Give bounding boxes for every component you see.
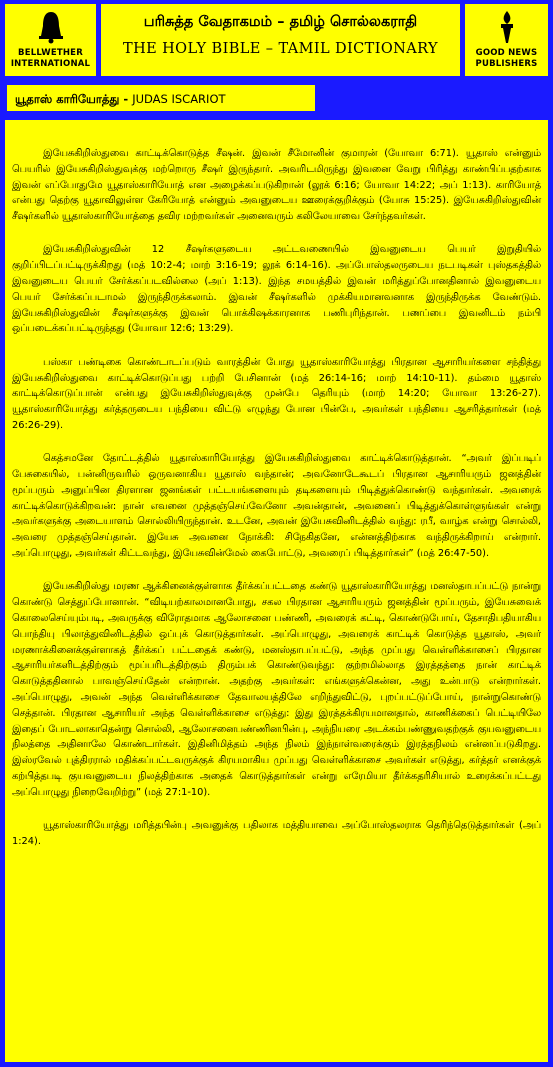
entry-title-tamil: யூதாஸ் காரியோத்து <box>15 92 120 106</box>
bell-icon <box>38 10 64 44</box>
paragraph-gethsemane: கெத்சமனே தோட்டத்தில் யூதாஸ்காரியோத்து இயேசுகிறிஸ்துவை காட்டிக்கொடுத்தான். “அவர் இப்படிப் பேசுகையில், பன்னிருவரில் ஒருவனாகிய யூதாஸ் வந்தான்; அவனோடேகூடப் பிரதான ஆசாரியரும் ஜனத்தின் மூப்பரும் அனுப்பின திரளான ஜனங்கள் பட்டயங்களையும் தடிகளையும் பிடித்துக்கொண்டு வந்தார்கள். அவரைக் காட்டிக்கொடுக்கிறவன்: நான் எவனை முத்தஞ்செய்வேனோ அவன்தான், அவனைப் பிடித்துக்கொள்ளுங்கள் என்று அவர்களுக்கு அடையாளம் சொல்லியிருந்தான். உடனே, அவன் இயேசுவினிடத்தில் வந்து: ரபீ, வாழ்க என்று சொல்லி, அவரை முத்தஞ்செய்தான். இயேசு அவனை நோக்கி: சிநேகிதனே, என்னத்திற்காக வந்திருக்கிறாய் என்றார். அப்பொழுது, அவர்கள் கிட்டவந்து, இயேசுவின்மேல் கைபோட்டு, அவரைப் பிடித்தார்கள்” (மத் 26:47-50). <box>12 453 541 560</box>
header-title-box <box>101 4 460 76</box>
paragraph-death: இயேசுகிறிஸ்து மரண ஆக்கினைக்குள்ளாக தீர்க்கப்பட்டதை கண்டு யூதாஸ்காரியோத்து மனஸ்தாபப்பட்டு நான்று கொண்டு செத்துப்போனான். “விடியற்காலமானபோது, சகல பிரதான ஆசாரியரும் ஜனத்தின் மூப்பரும், இயேசுவைக் கொலைசெய்யும்படி, அவருக்கு விரோதமாக ஆலோசனை பண்ணி, அவரைக் கட்டி, கொண்டுபோய், தேசாதிபதியாகிய பொந்தியு பிலாத்துவினிடத்தில் ஒப்புக் கொடுத்தார்கள். அப்பொழுது, அவரைக் காட்டிக் கொடுத்த யூதாஸ், அவர் மரணாக்கினைக்குள்ளாகத் தீர்க்கப் பட்டதைக் கண்டு, மனஸ்தாபப்பட்டு, அந்த முப்பது வெள்ளிக்காசைப் பிரதான ஆசாரியர்களிடத்திற்கும் மூப்பரிடத்திற்கும் திரும்பக் கொண்டுவந்து: குற்றமில்லாத இரத்தத்தை நான் காட்டிக் கொடுத்ததினால் பாவஞ்செய்தேன் என்றான். அதற்கு அவர்கள்: எங்களுக்கென்ன, அது உன்பாடு என்றார்கள். அப்பொழுது, அவன் அந்த வெள்ளிக்காசை தேவாலயத்திலே எறிந்துவிட்டு, புறப்பட்டுப்போய், நான்றுகொண்டு செத்தான். பிரதான ஆசாரியர் அந்த வெள்ளிக்காசை எடுத்து: இது இரத்தக்கிரயமானதால், காணிக்கைப் பெட்டியிலே இதைப் போடலாகாதென்று சொல்லி, ஆலோசனைபண்ணினபின்பு, அந்நியரை அடக்கம்பண்ணுவதற்குக் குயவனுடைய நிலத்தை அதினாலே கொண்டார்கள். இதினிமித்தம் அந்த நிலம் இந்நாள்வரைக்கும் இரத்தநிலம் என்னப்படுகிறது. இஸ்ரவேல் புத்திரரால் மதிக்கப்பட்டவருக்குக் கிரயமாகிய முப்பது வெள்ளிக்காசை அவர்கள் எடுத்து, கர்த்தர் எனக்குக் கற்பித்தபடி குயவனுடைய நிலத்திற்காக அதைக் கொடுத்தார்கள் என்று எரேமியா தீர்க்கதரிசியால் உரைக்கப்பட்டது அப்பொழுது நிறைவேறிற்று” (மத் 27:1-10). <box>12 581 541 798</box>
good-news-logo <box>465 4 548 76</box>
entry-body <box>5 120 548 1062</box>
good-news-logo-text: GOOD NEWS PUBLISHERS <box>475 48 538 69</box>
torch-icon <box>495 10 519 44</box>
header-title-english: THE HOLY BIBLE – TAMIL DICTIONARY <box>123 41 438 57</box>
paragraph-disciples: இயேசுகிறிஸ்துவின் 12 சீஷர்களுடைய அட்டவணையில் இவனுடைய பெயர் இறுதியில் குறிப்பிடப்பட்டிருக்கிறது (மத் 10:2-4; மாற் 3:16-19; லூக் 6:14-16). அப்போஸ்தலருடைய நடபடிகள் புஸ்தகத்தில் இவனுடைய பெயர் சேர்க்கப்படவில்லை (அப் 1:13). இந்த சமயத்தில் இவன் மரித்துப்போனதினால் இவனுடைய பெயர் சேர்க்கப்படாமல் இருந்திருக்கலாம். இவன் சீஷர்களில் முக்கியமானவனாக இருந்திருக்க வேண்டும். இயேசுகிறிஸ்துவின் சீஷர்களுக்கு இவன் பொக்கிஷக்காரனாக பணிபுரிந்தான். பணப்பை இவனிடம் நம்பி ஒப்படைக்கப்பட்டிருந்தது (யோவா 12:6; 13:29). <box>12 244 541 335</box>
bellwether-logo <box>5 4 96 76</box>
paragraph-intro: இயேசுகிறிஸ்துவை காட்டிக்கொடுத்த சீஷன். இவன் சீமோனின் குமாரன் (யோவா 6:71). யூதாஸ் என்னும் பெயரில் இயேசுகிறிஸ்துவுக்கு மற்றொரு சீஷர் இருந்தார். அவரிடமிருந்து இவனை வேறு பிரித்து காண்பிப்பதற்காக இவன் எப்போதுமே யூதாஸ்காரியோத் என அழைக்கப்படுகிறான் (லூக் 6:16; யோவா 14:22; அப் 1:13). காரியோத் என்பது தெற்கு யூதாவிலுள்ள கேரியோத் என்னும் அவனுடைய ஊரைக்குறிக்கும் (யோசு 15:25). இயேசுகிறிஸ்துவின் சீஷர்களில் யூதாஸ்காரியோத்தை தவிர மற்றவர்கள் அனைவரும் கலிலேயாவை சேர்ந்தவர்கள். <box>12 148 541 223</box>
paragraph-passover: பஸ்கா பண்டிகை கொண்டாடப்படும் வாரத்தின் போது யூதாஸ்காரியோத்து பிரதான ஆசாரியர்களை சந்தித்து இயேசுகிறிஸ்துவை காட்டிக்கொடுப்பது பற்றி பேசினான் (மத் 26:14-16; மாற் 14:10-11). தம்மை யூதாஸ் காட்டிக்கொடுப்பான் என்பது இயேசுகிறிஸ்துவுக்கு முன்பே தெரியும் (மாற் 14:20; யோவா 13:26-27). யூதாஸ்காரியோத்து கர்த்தருடைய பந்தியை விட்டு எழுந்து போன பின்பே, அவர்கள் பந்தியை ஆசரித்தார்கள் (மத் 26:26-29). <box>12 356 541 431</box>
entry-title <box>15 92 226 108</box>
paragraph-replacement: யூதாஸ்காரியோத்து மரித்தபின்பு அவனுக்கு பதிலாக மத்தியாவை அப்போஸ்தலராக தெரிந்தெடுத்தார்கள் (அப் 1:24). <box>12 819 541 847</box>
entry-title-separator: - <box>119 92 133 106</box>
bellwether-logo-text: BELLWETHER INTERNATIONAL <box>10 48 91 69</box>
header-title-tamil: பரிசுத்த வேதாகமம் – தமிழ் சொல்லகராதி <box>143 14 418 30</box>
entry-title-box <box>5 83 317 113</box>
entry-title-english: JUDAS ISCARIOT <box>132 92 226 106</box>
